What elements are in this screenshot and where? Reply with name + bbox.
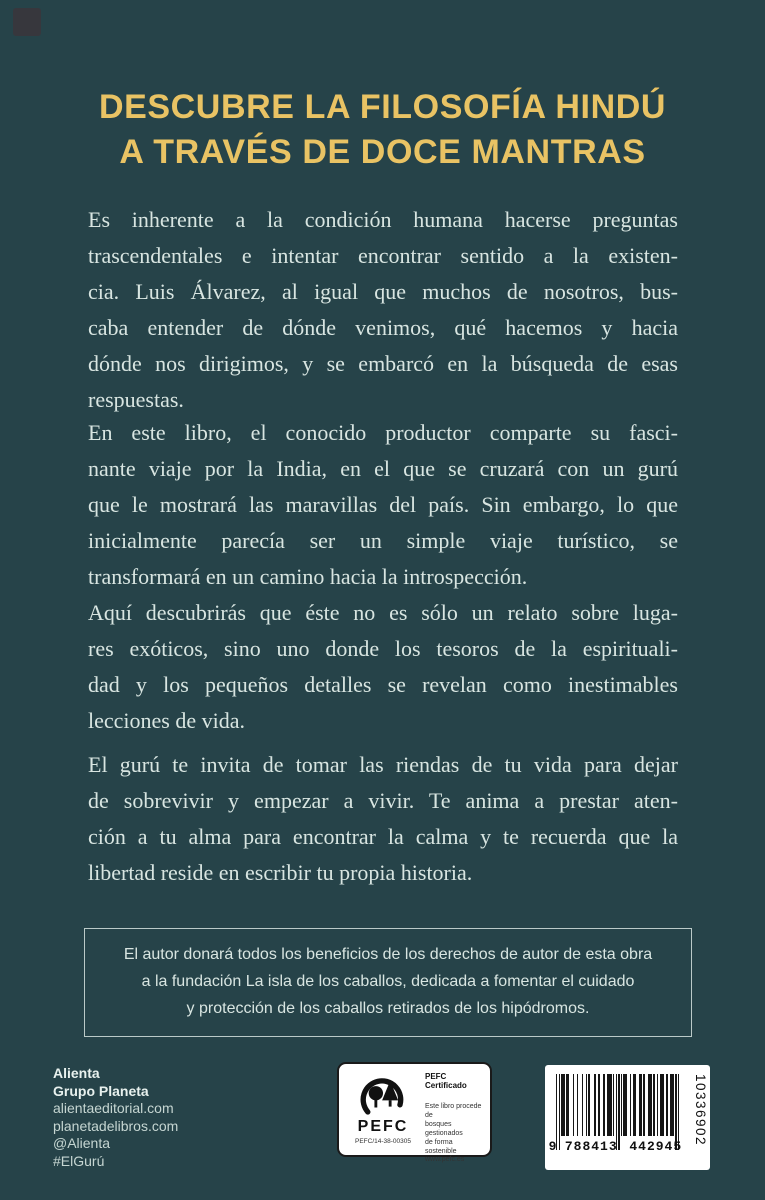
cover-headline [0,85,765,175]
synopsis-line: transformará en un camino hacia la introspección. [88,564,528,589]
synopsis-line: cia. Luis Álvarez, al igual que muchos de nosotros, bus- [88,279,678,304]
publisher-social-handle: @Alienta [53,1135,111,1151]
donation-note-line: El autor donará todos los beneficios de los derechos de autor de esta obra [123,946,653,963]
synopsis-line: Es inherente a la condición humana hacerse preguntas [88,207,678,232]
synopsis-line: caba entender de dónde venimos, qué hacemos y hacia [88,315,678,340]
pefc-description-line: de forma sostenible [425,1139,457,1155]
synopsis-line: El gurú te invita de tomar las riendas de tu vida para dejar [88,752,678,777]
pefc-license-number: PEFC/14-38-00305 [354,1138,411,1145]
pefc-description-line: bosques gestionados [425,1121,463,1137]
synopsis-line: que le mostrará las maravillas del país. Sin embargo, lo que [88,492,678,517]
synopsis-line: dad y los pequeños detalles se revelan como inestimables [88,672,678,697]
synopsis-line: dónde nos dirigimos, y se embarcó en la búsqueda de esas [88,351,678,376]
synopsis-line: ción a tu alma para encontrar la calma y te recuerda que la [88,824,678,849]
pefc-logo-column [346,1069,420,1151]
synopsis-line: nante viaje por la India, en el que se cruzará con un gurú [88,456,678,481]
corner-mark [13,8,41,36]
isbn-barcode-label [545,1065,710,1170]
publisher-group: Grupo Planeta [53,1082,149,1099]
publisher-brand: Alienta [53,1065,100,1081]
isbn-number-row [547,1139,688,1154]
synopsis-line: En este libro, el conocido productor comparte su fasci- [88,420,678,445]
synopsis-line: libertad reside en escribir tu propia historia. [88,860,473,885]
synopsis-paragraph-3 [88,595,678,739]
isbn-group-2: 442945 [629,1139,683,1154]
pefc-cert-title: PEFC Certificado [425,1072,467,1090]
pefc-website: www.pefc.es [425,1156,465,1163]
isbn-group-1: 788413 [564,1139,618,1154]
synopsis-line: respuestas. [88,387,184,412]
donation-note-box [84,928,692,1037]
synopsis-paragraph-4 [88,747,678,891]
synopsis-line: de sobrevivir y empezar a vivir. Te anima a prestar aten- [88,788,678,813]
synopsis-paragraph-1 [88,202,678,418]
publisher-website-2: planetadelibros.com [53,1117,179,1134]
synopsis-line: lecciones de vida. [88,708,245,733]
book-hashtag: #ElGurú [53,1152,105,1169]
headline-line-2: A TRAVÉS DE DOCE MANTRAS [119,133,646,171]
synopsis-line: inicialmente parecía ser un simple viaje turístico, se [88,528,678,553]
synopsis-line: res exóticos, sino uno donde los tesoros de la espirituali- [88,636,678,661]
synopsis-line: trascendentales e intentar encontrar sentido a la existen- [88,243,678,268]
internal-product-code: 10336902 [693,1074,708,1147]
pefc-certification-label [337,1062,492,1163]
pefc-text-column [420,1069,484,1163]
publisher-block [53,1065,178,1170]
headline-line-1: DESCUBRE LA FILOSOFÍA HINDÚ [98,88,667,126]
isbn-lead-digit: 9 [548,1139,558,1154]
pefc-logo-icon [354,1070,412,1120]
pefc-description-line: Este libro procede de [425,1103,482,1119]
publisher-website-1: alientaeditorial.com [53,1100,174,1116]
pefc-description [425,1102,484,1156]
synopsis-line: Aquí descubrirás que éste no es sólo un relato sobre luga- [88,600,678,625]
donation-note-line: a la fundación La isla de los caballos, dedicada a fomentar el cuidado [141,973,635,990]
synopsis-paragraph-2 [88,415,678,595]
pefc-wordmark: PEFC [357,1118,409,1135]
donation-note-line: y protección de los caballos retirados de los hipódromos. [186,1000,590,1017]
